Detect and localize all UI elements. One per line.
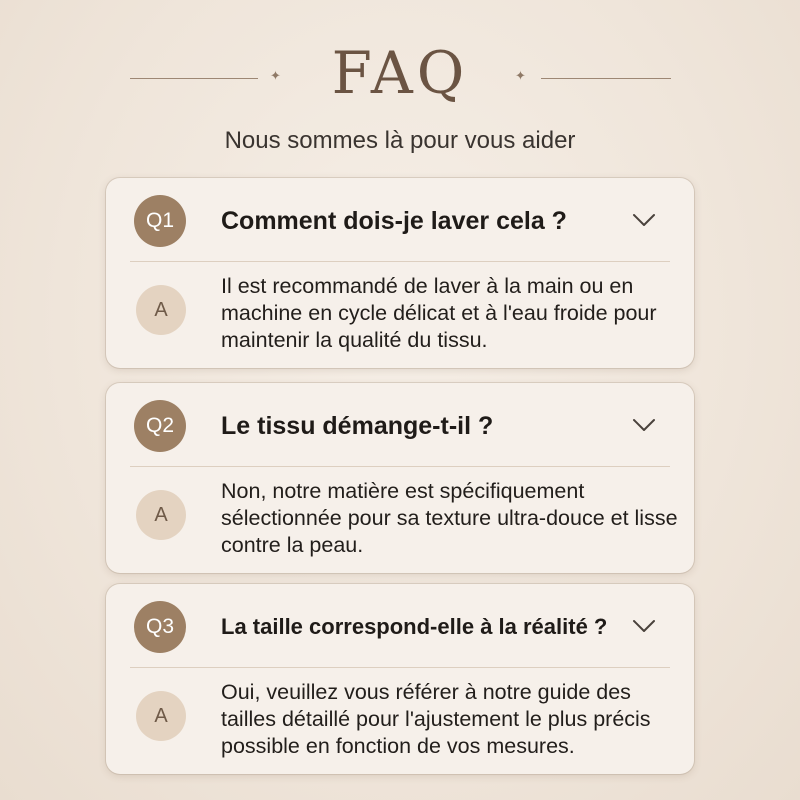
question-text: Comment dois-je laver cela ?: [221, 207, 567, 235]
chevron-down-icon[interactable]: [630, 614, 658, 638]
question-badge: Q3: [134, 601, 186, 653]
chevron-down-icon[interactable]: [630, 413, 658, 437]
question-text: La taille correspond-elle à la réalité ?: [221, 614, 608, 639]
answer-text: Il est recommandé de laver à la main ou en machine en cycle délicat et à l'eau froide pour maintenir la qualité du tissu.: [221, 274, 657, 352]
faq-item-1: [106, 178, 694, 368]
divider: [130, 466, 670, 467]
answer-text: Non, notre matière est spécifiquement sélectionnée pour sa texture ultra-douce et lisse contre la peau.: [221, 479, 678, 557]
sparkle-icon: ✦: [270, 69, 281, 84]
question-badge: Q1: [134, 195, 186, 247]
answer-badge: A: [136, 691, 186, 741]
faq-question-toggle[interactable]: [106, 383, 694, 467]
answer-badge: A: [136, 490, 186, 540]
right-divider-line: [541, 78, 671, 79]
faq-item-3: [106, 584, 694, 774]
answer-badge: A: [136, 285, 186, 335]
sparkle-icon: ✦: [515, 69, 526, 84]
page-subtitle: Nous sommes là pour vous aider: [224, 127, 576, 154]
page-title: FAQ: [331, 39, 469, 107]
divider: [130, 667, 670, 668]
faq-item-2: [106, 383, 694, 573]
faq-question-toggle[interactable]: [106, 178, 694, 262]
divider: [130, 261, 670, 262]
question-badge: Q2: [134, 400, 186, 452]
faq-question-toggle[interactable]: [106, 584, 694, 668]
answer-text: Oui, veuillez vous référer à notre guide des tailles détaillé pour l'ajustement le plus précis possible en fonction de vos mesures.: [221, 680, 651, 758]
faq-header: [0, 0, 800, 170]
chevron-down-icon[interactable]: [630, 208, 658, 232]
question-text: Le tissu démange-t-il ?: [221, 412, 494, 440]
